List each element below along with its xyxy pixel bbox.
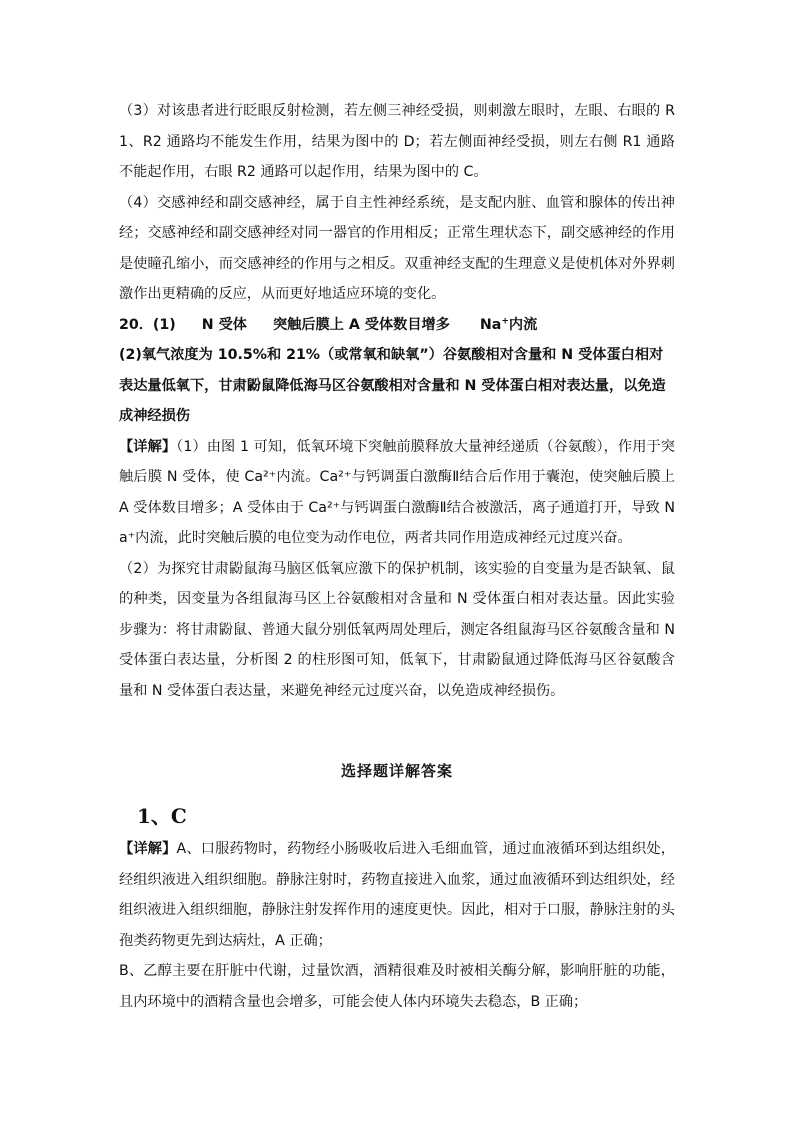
answer-20-part2-c: 低氧下，甘肃鼢鼠降低海马区谷氨酸相对含量和 N 受体蛋白相对表达量，以免造成神经损伤 [119, 377, 666, 424]
question-1-heading: 1、C [137, 804, 187, 828]
answer-20-item1: N 受体 [201, 316, 247, 333]
paragraph-q3: （3）对该患者进行眨眼反射检测，若左侧三神经受损，则刺激左眼时，左眼、右眼的 R1、R2 通路均不能发生作用，结果为图中的 D；若左侧面神经受损，则左右侧 R1 通路不能起作用，右眼 R2 通路可以起作用，结果为图中的 C。 [119, 103, 675, 180]
detail-label: 【详解】 [119, 841, 177, 857]
section-title: 选择题详解答案 [340, 762, 453, 780]
detail-20-part1: 【详解】（1）由图 1 可知，低氧环境下突触前膜释放大量神经递质（谷氨酸），作用于突触后膜 N 受体，使 Ca²⁺内流。Ca²⁺与钙调蛋白激酶Ⅱ结合后作用于囊泡，使突触后膜上 A 受体数目增多；A 受体由于 Ca²⁺与钙调蛋白激酶Ⅱ结合被激活，离子通道打开，导致 Na⁺内流，此时突触后膜的电位变为动作电位，两者共同作用造成神经元过度兴奋。 [119, 438, 675, 546]
answer-20-part2 [119, 340, 675, 432]
answer-20-item3: Na+内流 [479, 315, 538, 333]
answer-20-line1 [119, 310, 675, 341]
answer-20-item2: 突触后膜上 A 受体数目增多 [272, 316, 450, 333]
answer-section-upper [119, 96, 675, 706]
detail-1-option-a: 【详解】A、口服药物时，药物经小肠吸收后进入毛细血管，通过血液循环到达组织处，经组织液进入组织细胞。静脉注射时，药物直接进入血浆，通过血液循环到达组织处，经组织液进入组织细胞，静脉注射发挥作用的速度更快。因此，相对于口服，静脉注射的头孢类药物更先到达病灶，A 正确； [119, 841, 675, 949]
answer-20-part2-number: (2) [119, 347, 142, 363]
answer-20-number: 20．(1) [119, 316, 176, 333]
detail-label: 【详解】 [119, 438, 177, 455]
answer-section-lower [119, 834, 675, 1017]
detail-1-option-b: B、乙醇主要在肝脏中代谢，过量饮酒，酒精很难及时被相关酶分解，影响肝脏的功能，且内环境中的酒精含量也会增多，可能会使人体内环境失去稳态，B 正确； [119, 963, 675, 1010]
answer-20-part2-a: 氧气浓度为 10.5%和 21%（或常氧和缺氧”） [141, 347, 443, 363]
detail-20-part2: （2）为探究甘肃鼢鼠海马脑区低氧应激下的保护机制，该实验的自变量为是否缺氧、鼠的种类，因变量为各组鼠海马区上谷氨酸相对含量和 N 受体蛋白相对表达量。因此实验步骤为：将甘肃鼢鼠、普通大鼠分别低氧两周处理后，测定各组鼠海马区谷氨酸含量和 N 受体蛋白表达量，分析图 2 的柱形图可知，低氧下，甘肃鼢鼠通过降低海马区谷氨酸含量和 N 受体蛋白表达量，来避免神经元过度兴奋，以免造成神经损伤。 [119, 560, 675, 699]
answer-20-part2-b: 谷氨酸相对含量和 N 受体蛋白相对表达量 [119, 347, 664, 394]
paragraph-q4: （4）交感神经和副交感神经，属于自主性神经系统，是支配内脏、血管和腺体的传出神经；交感神经和副交感神经对同一器官的作用相反；正常生理状态下，副交感神经的作用是使瞳孔缩小，而交感神经的作用与之相反。双重神经支配的生理意义是使机体对外界刺激作出更精确的反应，从而更好地适应环境的变化。 [119, 194, 675, 302]
